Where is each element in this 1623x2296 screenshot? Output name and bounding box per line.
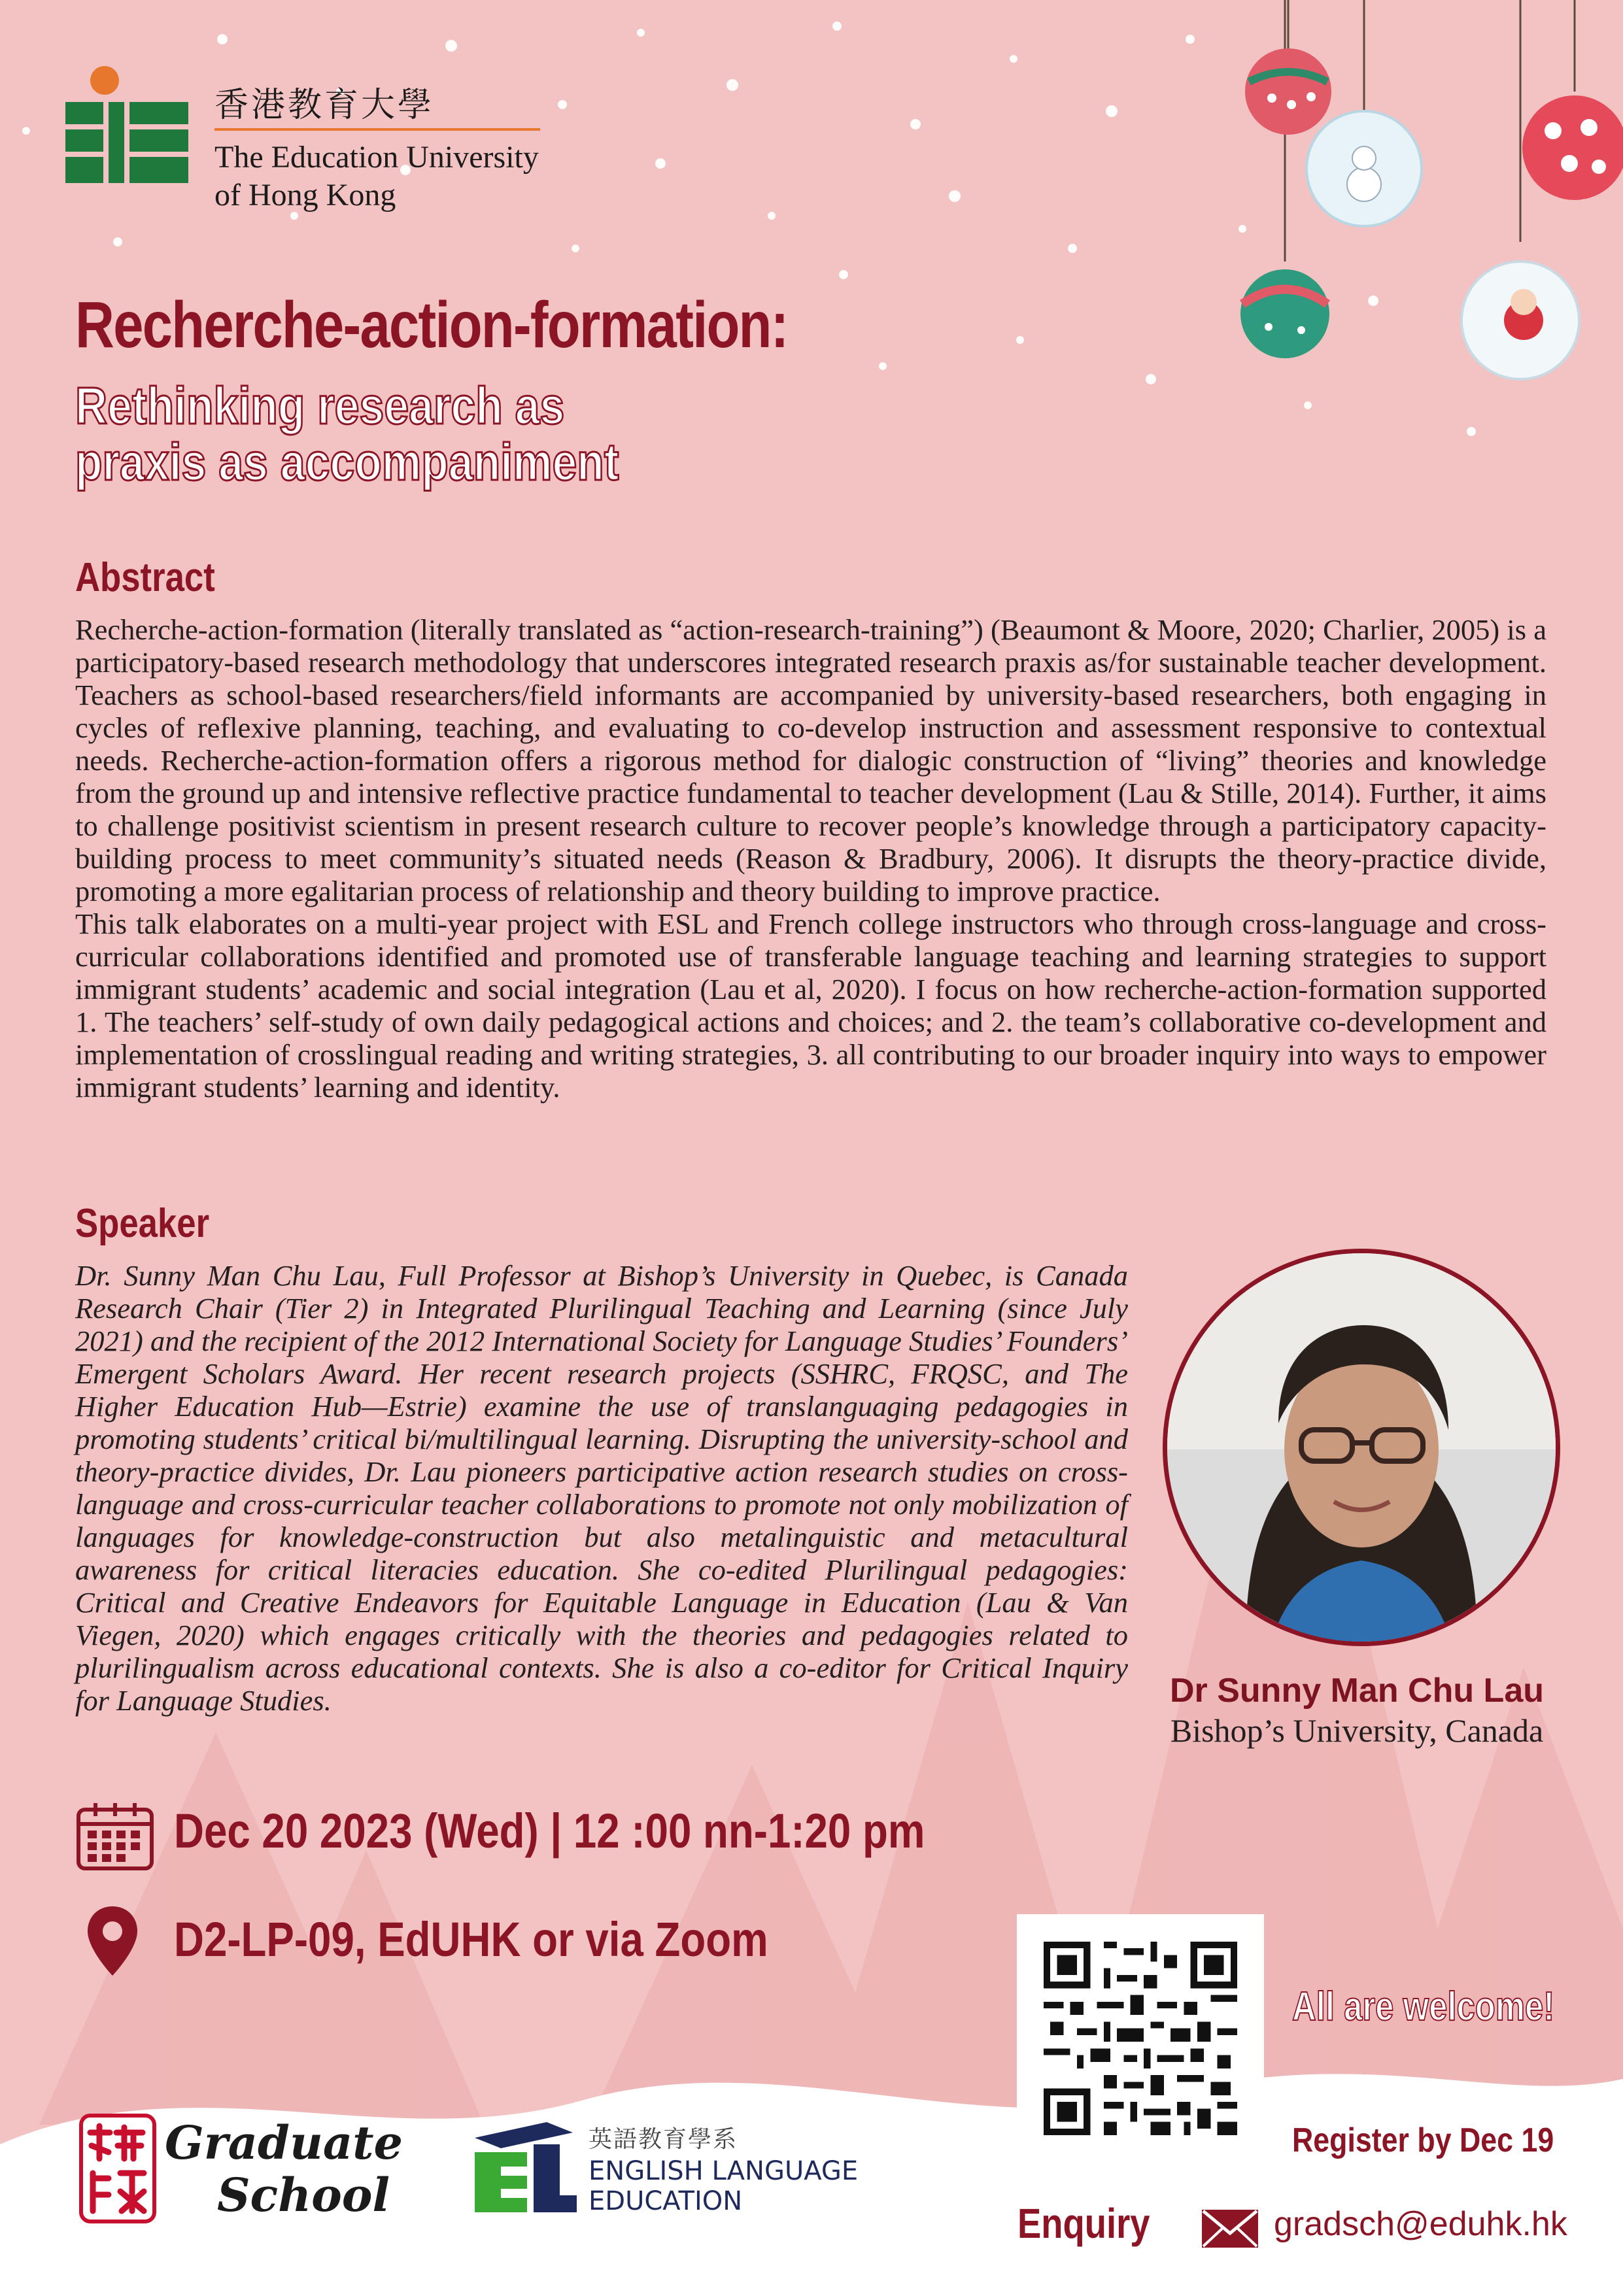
university-name-line2: of Hong Kong [214, 178, 396, 212]
eduhk-logo-icon [65, 64, 190, 188]
university-name-english [214, 139, 539, 214]
subtitle-line1: Rethinking research as [75, 377, 565, 435]
graduate-school-seal-icon [78, 2113, 157, 2224]
university-name-chinese: 香港教育大學 [214, 86, 435, 125]
abstract-paragraph-1: Recherche-action-formation (literally translated as “action-research-training”) (Beaumont & Moore, 2020; Charlier, 2005) is a participatory-based research methodology that underscores integrated research praxis as/for sustainable teacher development. Teachers as school-based researchers/field informants are accompanied by university-based researchers, both engaging in cycles of reflexive planning, teaching, and evaluating to co-develop instruction and assessment responsive to contextual needs. Recherche-action-formation offers a rigorous method for dialogic construction of “living” theories and knowledge from the ground up and intensive reflective practice fundamental to teacher development (Lau & Stille, 2014). Further, it aims to challenge positivist scientism in present research culture to recover people’s knowledge through a participatory capacity-building process to meet community’s situated needs (Reason & Bradbury, 2006). It disrupts the theory-practice divide, promoting a more egalitarian process of relationship and theory building to improve practice. [75, 613, 1546, 907]
logo-divider [214, 128, 540, 131]
event-venue: D2-LP-09, EdUHK or via Zoom [174, 1912, 768, 1967]
graduate-school-logo-text [165, 2116, 403, 2222]
christmas-ornaments-icon [1223, 0, 1623, 392]
speaker-affiliation: Bishop’s University, Canada [1170, 1712, 1544, 1749]
speaker-heading: Speaker [75, 1201, 210, 1246]
register-deadline: Register by Dec 19 [1292, 2121, 1554, 2159]
graduate-school-line2: School [217, 2168, 390, 2222]
speaker-portrait-icon [1167, 1253, 1556, 1642]
speaker-photo [1163, 1249, 1560, 1646]
registration-qr-code[interactable] [1017, 1914, 1264, 2163]
speaker-bio: Dr. Sunny Man Chu Lau, Full Professor at Bishop’s University in Quebec, is Canada Research Chair (Tier 2) in Integrated Plurilingual Teaching and Learning (since July 2021) and the recipient of the 2012 International Society for Language Studies’ Founders’ Emergent Scholars Award. Her recent research projects (SSHRC, FRQSC, and The Higher Education Hub—Estrie) examine the use of translanguaging pedagogies in promoting students’ critical bi/multilingual learning. Disrupting the university-school and theory-practice divides, Dr. Lau pioneers participative action research studies on cross-language and cross-curricular teacher collaborations to promote not only mobilization of languages for knowledge-construction but also metalinguistic and metacultural awareness for critical literacies education. She co-edited Plurilingual pedagogies: Critical and Creative Endeavors for Equitable Language in Education (Lau & Van Viegen, 2020) which engages critically with the theories and pedagogies related to plurilingualism across educational contexts. She is also a co-editor for Critical Inquiry for Language Studies. [75, 1259, 1128, 1717]
event-datetime: Dec 20 2023 (Wed) | 12 :00 nn-1:20 pm [174, 1804, 925, 1858]
location-pin-icon [85, 1904, 140, 1980]
ele-line2: EDUCATION [589, 2186, 743, 2216]
calendar-icon [76, 1802, 154, 1871]
abstract-body [75, 613, 1546, 1104]
abstract-heading: Abstract [75, 555, 215, 600]
all-welcome-text: All are welcome! [1292, 1984, 1555, 2029]
qr-code-icon [1017, 1914, 1264, 2163]
speaker-name: Dr Sunny Man Chu Lau [1170, 1672, 1544, 1710]
ele-department-logo-icon [468, 2118, 579, 2216]
abstract-paragraph-2: This talk elaborates on a multi-year project with ESL and French college instructors who through cross-language and cross-curricular collaborations identified and promoted use of transferable language teaching and learning strategies to support immigrant students’ academic and social integration (Lau et al, 2020). I focus on how recherche-action-formation supported 1. The teachers’ self-study of own daily pedagogical actions and choices; and 2. the team’s collaborative co-development and implementation of crosslingual reading and writing strategies, 3. all contributing to our broader inquiry into ways to empower immigrant students’ learning and identity. [75, 907, 1546, 1104]
enquiry-label: Enquiry [1017, 2200, 1150, 2247]
enquiry-email-link[interactable]: gradsch@eduhk.hk [1274, 2205, 1567, 2243]
ele-department-english [589, 2156, 858, 2216]
mail-icon [1201, 2208, 1259, 2249]
graduate-school-line1: Graduate [165, 2116, 403, 2170]
event-subtitle [75, 378, 619, 490]
university-name-line1: The Education University [214, 140, 539, 175]
ele-line1: ENGLISH LANGUAGE [589, 2156, 859, 2186]
subtitle-line2: praxis as accompaniment [75, 433, 619, 491]
ele-department-chinese: 英語教育學系 [589, 2126, 738, 2153]
event-title: Recherche-action-formation: [75, 288, 788, 362]
